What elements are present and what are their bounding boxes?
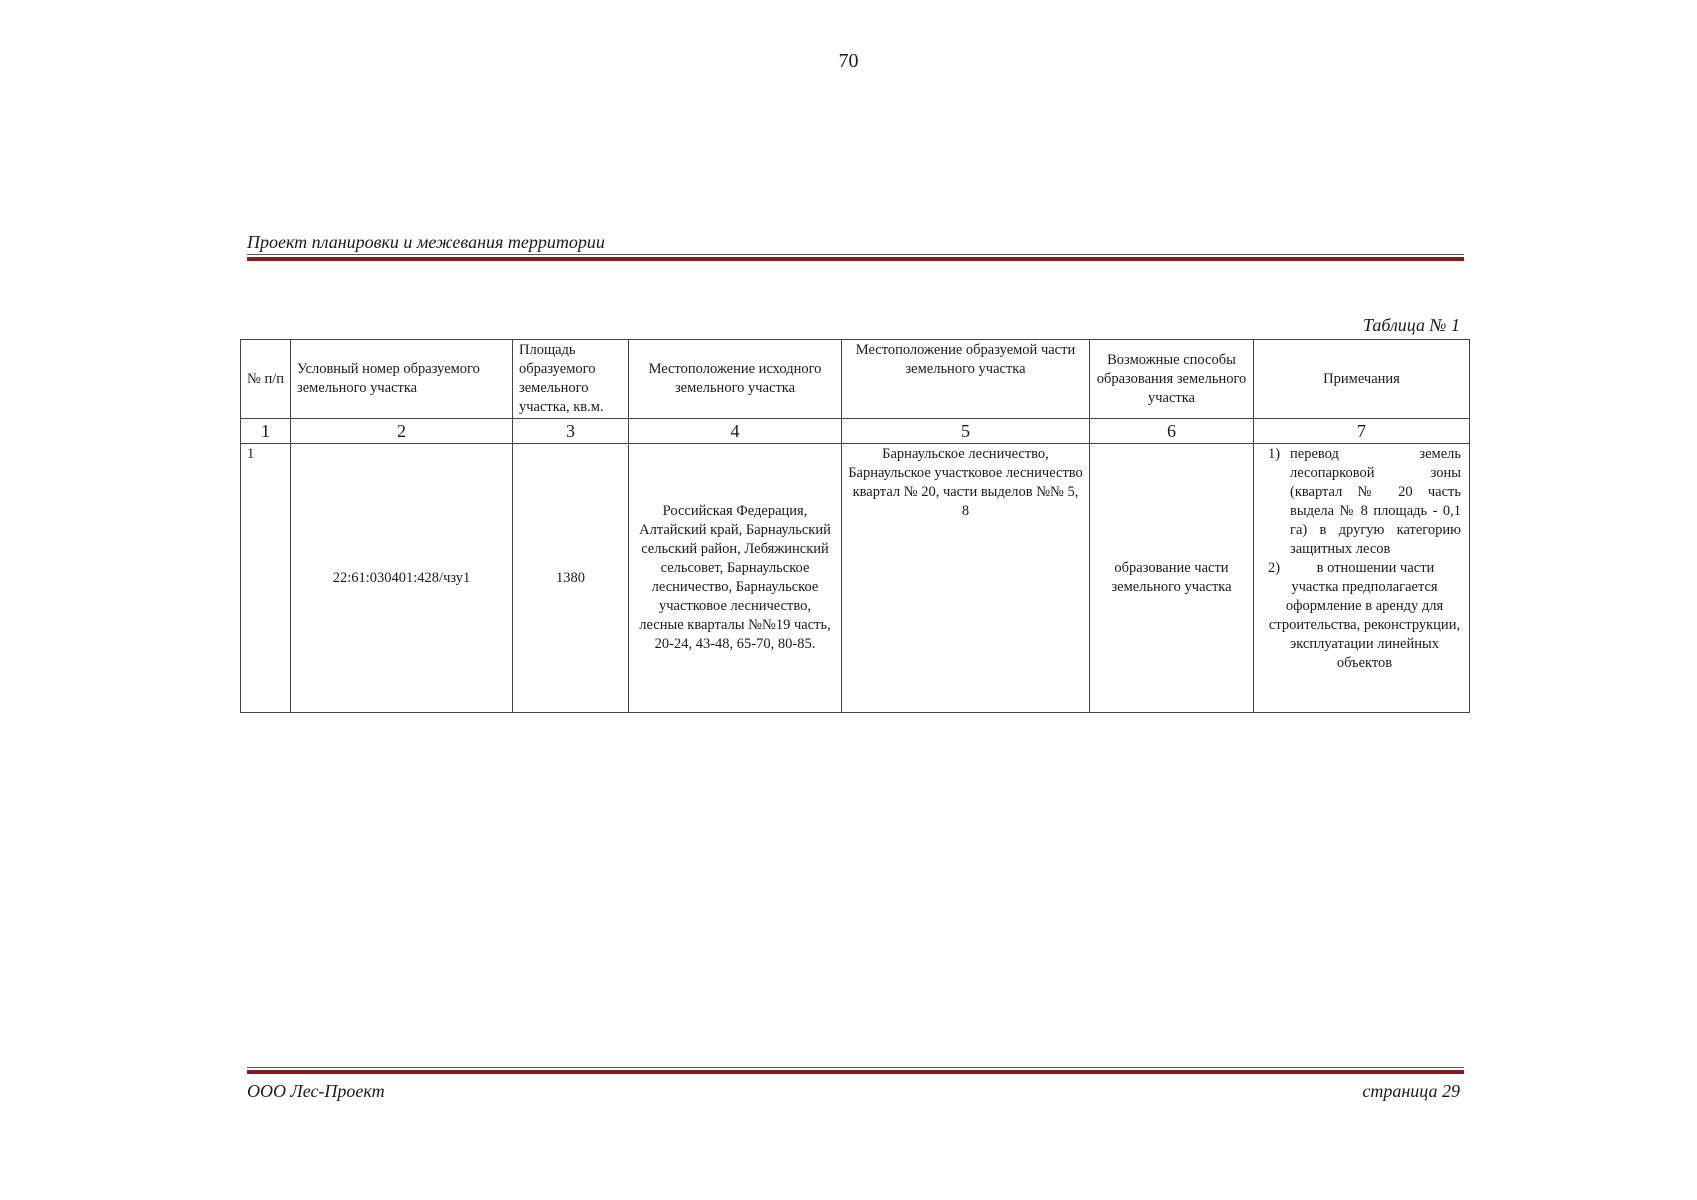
footer-company: ООО Лес-Проект <box>247 1081 385 1101</box>
table-caption: Таблица № 1 <box>1362 315 1460 335</box>
notes-list <box>1268 445 1461 673</box>
cell-method: образование части земельного участка <box>1090 444 1254 713</box>
note-continuation: участка предполагается оформление в аренду для строительства, реконструкции, эксплуатации линейных объектов <box>1268 579 1461 671</box>
table-row <box>241 444 1470 713</box>
list-item <box>1268 445 1461 559</box>
cell-number: 1 <box>241 444 291 713</box>
column-number: 5 <box>842 419 1090 444</box>
document-header-title: Проект планировки и межевания территории <box>247 232 605 252</box>
cell-parcel-id: 22:61:030401:428/чзу1 <box>291 444 513 713</box>
footer-page: страница 29 <box>1362 1081 1460 1101</box>
note-text: в отношении части <box>1316 560 1435 576</box>
page-number: 70 <box>838 50 859 72</box>
header-rule <box>247 257 1464 261</box>
note-marker: 1) <box>1268 446 1281 462</box>
footer-rule <box>247 1070 1464 1074</box>
parcel-table <box>240 339 1470 713</box>
col-header-parcel-id: Условный номер образуемого земельного участка <box>291 340 513 419</box>
note-marker: 2) <box>1268 560 1281 576</box>
table-header-row <box>241 340 1470 419</box>
cell-part-location: Барнаульское лесничество, Барнаульское участковое лесничество квартал № 20, части выделов №№ 5, 8 <box>842 444 1090 713</box>
column-number: 6 <box>1090 419 1254 444</box>
col-header-part-location: Местоположение образуемой части земельного участка <box>842 340 1090 419</box>
list-item <box>1268 559 1461 673</box>
column-number: 3 <box>513 419 629 444</box>
col-header-source-location: Местоположение исходного земельного участка <box>629 340 842 419</box>
column-number: 7 <box>1254 419 1470 444</box>
cell-notes <box>1254 444 1470 713</box>
column-number-row <box>241 419 1470 444</box>
col-header-area: Площадь образуемого земельного участка, кв.м. <box>513 340 629 419</box>
cell-source-location: Российская Федерация, Алтайский край, Барнаульский сельский район, Лебяжинский сельсовет, Барнаульское лесничество, Барнаульское участковое лесничество, лесные кварталы №№19 часть, 20-24, 43-48, 65-70, 80-85. <box>629 444 842 713</box>
col-header-number: № п/п <box>241 340 291 419</box>
note-text: перевод земель лесопарковой зоны (квартал № 20 часть выдела № 8 площадь - 0,1 га) в другую категорию защитных лесов <box>1290 446 1461 557</box>
column-number: 1 <box>241 419 291 444</box>
col-header-method: Возможные способы образования земельного участка <box>1090 340 1254 419</box>
cell-area: 1380 <box>513 444 629 713</box>
column-number: 2 <box>291 419 513 444</box>
column-number: 4 <box>629 419 842 444</box>
col-header-notes: Примечания <box>1254 340 1470 419</box>
